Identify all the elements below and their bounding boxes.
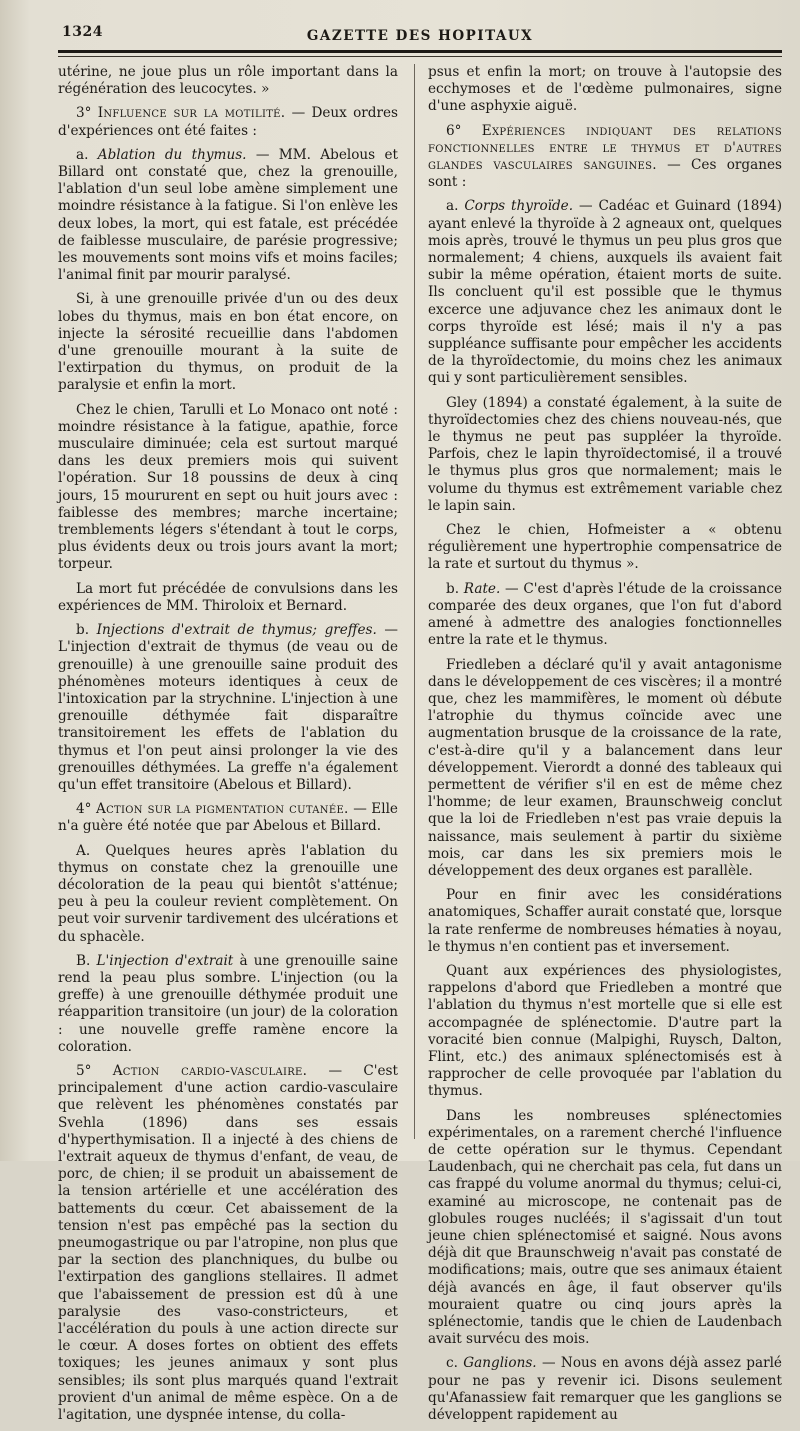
paragraph-text: Chez le chien, Hofmeister a « obtenu régulièrement une hypertrophie compensatrice de la rate et surtout du thymus ». — [428, 522, 782, 573]
paragraph-continued — [58, 64, 398, 98]
paragraph-text: — Cadéac et Guinard (1894) ayant enlevé la thyroïde à 2 agneaux ont, quelques mois après, trouvé le thymus un peu plus gros que normalement; 4 chiens, auxquels ils avaient fait subir la même opération, étaient morts de suite. Ils concluent qu'il est possible que le thymus excerce une adjuvance chez les animaux dont le corps thyroïde est lésé; mais il n'y a pas suppléance suffisante pour empêcher les accidents de la thyroïdectomie, du moins chez les animaux qui y sont particulièrement sensibles. — [428, 198, 782, 387]
paragraph — [58, 402, 398, 574]
section-heading-paragraph — [58, 801, 398, 835]
subsection-title: L'injection d'extrait — [96, 952, 234, 969]
paragraph-text: Pour en finir avec les considérations anatomiques, Schaffer aurait constaté que, lorsque la rate renferme de nombreuses hématies à noyau, le thymus n'en contient pas et inversement. — [428, 887, 782, 955]
paragraph-text: — C'est d'après l'étude de la croissance comparée des deux organes, que l'on fut d'abord amené à admettre des analogies fonctionnelles entre la rate et le thymus. — [428, 580, 782, 649]
paragraph-continued — [428, 64, 782, 116]
subsection-paragraph — [428, 198, 782, 387]
paragraph-text: Dans les nombreuses splénectomies expérimentales, on a rarement cherché l'influence de cette opération sur le thymus. Cependant Laudenbach, qui ne cherchait pas cela, fut dans un cas frappé du volume anormal du thymus; celui-ci, examiné au microscope, ne contenait pas de globules rouges nucléés; il s'agissait d'un tout jeune chien splénectomisé et saigné. Nous avons déjà dit que Braunschweig n'avait pas constaté de modifications; mais, outre que ses animaux étaient déjà avancés en âge, il faut observer qu'ils mouraient quatre ou cinq jours après la splénectomie, tandis que le chien de Laudenbach avait survécu des mois. — [428, 1107, 782, 1348]
paragraph-text: utérine, ne joue plus un rôle important dans la régénération des leucocytes. » — [58, 64, 398, 98]
paragraph-text: — Deux ordres d'expériences ont été faites : — [58, 105, 398, 139]
subsection-letter: a. — [76, 146, 98, 163]
paragraph-text: Si, à une grenouille privée d'un ou des deux lobes du thymus, mais en bon état encore, on injecte la sérosité recueillie dans l'abdomen d'une grenouille mourant à la suite de l'extirpation du thymus, on produit de la paralysie et enfin la mort. — [58, 291, 398, 394]
subsection-paragraph — [428, 581, 782, 650]
paragraph-text: — Elle n'a guère été notée que par Abelous et Billard. — [58, 801, 398, 835]
subsection-paragraph — [58, 953, 398, 1056]
paragraph-text: — Nous en avons déjà assez parlé pour ne pas y revenir ici. Disons seulement qu'Afanassiew fait remarquer que les ganglions se développent rapidement au — [428, 1355, 782, 1424]
subsection-title: Corps thyroïde. — [464, 198, 574, 215]
paragraph — [428, 1108, 782, 1349]
subsection-letter: A. — [76, 842, 106, 859]
column-divider — [414, 64, 415, 1139]
subsection-letter: c. — [446, 1355, 464, 1372]
paragraph — [58, 581, 398, 615]
subsection-title: Injections d'extrait de thymus; greffes. — [96, 622, 377, 639]
section-number: 6° — [446, 122, 482, 139]
paragraph-text: Quelques heures après l'ablation du thymus on constate chez la grenouille une décoloration de la peau qui bientôt s'atténue; peu à peu la couleur revient complètement. On peut voir survenir tardivement des ulcérations et du sphacèle. — [58, 842, 398, 945]
subsection-letter: b. — [446, 580, 464, 597]
subsection-letter: b. — [76, 622, 97, 639]
subsection-paragraph — [58, 147, 398, 285]
subsection-title: Rate. — [463, 580, 501, 597]
section-title: Expériences indiquant des relations fonctionnelles entre le thymus et d'autres glandes vasculaires sanguines. — [428, 122, 782, 174]
subsection-title: Ablation du thymus. — [97, 146, 247, 163]
section-heading-paragraph — [428, 123, 782, 192]
subsection-letter: B. — [76, 952, 97, 969]
paragraph — [428, 657, 782, 881]
subsection-paragraph — [428, 1355, 782, 1424]
section-title: Action sur la pigmentation cutanée. — [95, 801, 349, 818]
section-heading-paragraph — [58, 1063, 398, 1424]
section-heading-paragraph — [58, 105, 398, 139]
right-column — [428, 64, 782, 1431]
subsection-paragraph — [58, 622, 398, 794]
paragraph — [428, 963, 782, 1101]
page-number: 1324 — [62, 24, 103, 40]
header-rule-thin — [58, 56, 782, 57]
page-header — [58, 22, 782, 52]
paragraph-text: Chez le chien, Tarulli et Lo Monaco ont noté : moindre résistance à la fatigue, apathie, force musculaire diminuée; cela est surtout marqué dans les deux premiers mois qui suivent l'opération. Sur 18 poussins de deux à cinq jours, 15 moururent en sept ou huit jours avec : faiblesse des membres; marche incertaine; tremblements légers s'étendant à tout le corps, plus évidents deux ou trois jours avant la mort; torpeur. — [58, 401, 398, 573]
paragraph-text: Friedleben a déclaré qu'il y avait antagonisme dans le développement de ces viscères; il a montré que, chez les mammifères, le moment où débute l'atrophie du thymus coïncide avec une augmentation brusque de la croissance de la rate, c'est-à-dire qu'il y a balancement dans leur développement. Vierordt a donné des tableaux qui permettent de vérifier s'il en est de même chez l'homme; de leur examen, Braunschweig conclut que la loi de Friedleben n'est pas vraie depuis la naissance, mais seulement à partir du sixième mois, car dans les six premiers mois le développement des deux organes est parallèle. — [428, 656, 782, 879]
paragraph-text: — L'injection d'extrait de thymus (de veau ou de grenouille) à une grenouille saine produit des phénomènes moteurs identiques à ceux de l'intoxication par la strychnine. L'injection à une grenouille déthymée fait disparaître transitoirement les effets de l'ablation du thymus et l'on peut ainsi prolonger la vie des grenouilles déthymées. La greffe n'a également qu'un effet transitoire (Abelous et Billard). — [58, 622, 398, 793]
header-rule-thick — [58, 50, 782, 53]
paragraph — [58, 291, 398, 394]
subsection-title: Ganglions. — [463, 1355, 537, 1372]
subsection-letter: a. — [446, 198, 465, 215]
paragraph-text: — Ces organes sont : — [428, 157, 782, 191]
section-number: 5° — [76, 1062, 113, 1079]
section-title: Influence sur la motilité. — [97, 105, 286, 122]
paragraph — [428, 395, 782, 515]
subsection-paragraph — [58, 843, 398, 946]
section-number: 4° — [76, 801, 96, 818]
journal-title: GAZETTE DES HOPITAUX — [306, 28, 534, 44]
paragraph — [428, 887, 782, 956]
paragraph-text: — MM. Abelous et Billard ont constaté que, chez la grenouille, l'ablation d'un seul lobe amène simplement une moindre résistance à la fatigue. Si l'on enlève les deux lobes, la mort, qui est fatale, est précédée de faiblesse musculaire, de parésie progressive; les mouvements sont moins vifs et moins faciles; l'animal finit par mourir paralysé. — [58, 146, 398, 284]
paragraph-text: La mort fut précédée de convulsions dans les expériences de MM. Thiroloix et Bernard. — [58, 580, 398, 614]
paragraph-text: à une grenouille saine rend la peau plus sombre. L'injection (ou la greffe) à une grenouille déthymée produit une réapparition transitoire (un jour) de la coloration : une nouvelle greffe ramène encore la coloration. — [58, 952, 399, 1055]
section-number: 3° — [76, 105, 98, 122]
section-title: Action cardio-vasculaire. — [112, 1062, 308, 1079]
paragraph-text: Gley (1894) a constaté également, à la suite de thyroïdectomies chez des chiens nouveau-nés, que le thymus ne peut pas suppléer la thyroïde. Parfois, chez le lapin thyroïdectomisé, il a trouvé le thymus plus gros que normalement; mais le volume du thymus est extrêmement variable chez le lapin sain. — [428, 394, 782, 514]
paragraph-text: psus et enfin la mort; on trouve à l'autopsie des ecchymoses et de l'œdème pulmonaires, signe d'une asphyxie aiguë. — [428, 64, 782, 115]
left-column — [58, 64, 398, 1431]
paragraph — [428, 522, 782, 574]
paragraph-text: Quant aux expériences des physiologistes, rappelons d'abord que Friedleben a montré que l'ablation du thymus n'est mortelle que si elle est accompagnée de splénectomie. D'autre part la voracité bien connue (Malpighi, Ruysch, Dalton, Flint, etc.) des animaux splénectomisés est à rapprocher de celle provoquée par l'ablation du thymus. — [428, 962, 782, 1100]
paragraph-text: — C'est principalement d'une action cardio-vasculaire que relèvent les phénomènes constatés par Svehla (1896) dans ses essais d'hyperthymisation. Il a injecté à des chiens de l'extrait aqueux de thymus d'enfant, de veau, de porc, de chien; il se produit un abaissement de la tension artérielle et une accélération des battements du cœur. Cet abaissement de la tension n'est pas empêché pas la section du pneumogastrique ou par l'atropine, non plus que par la section des planchniques, du bulbe ou l'extirpation des ganglions stellaires. Il admet que l'abaissement de pression est dû à une paralysie des vaso-constricteurs, et l'accélération du pouls à une action directe sur le cœur. A doses fortes on obtient des effets toxiques; les jeunes animaux y sont plus sensibles; ils sont plus marqués quand l'extrait provient d'un animal de même espèce. On a de l'agitation, une dyspnée intense, du colla- — [58, 1062, 398, 1424]
